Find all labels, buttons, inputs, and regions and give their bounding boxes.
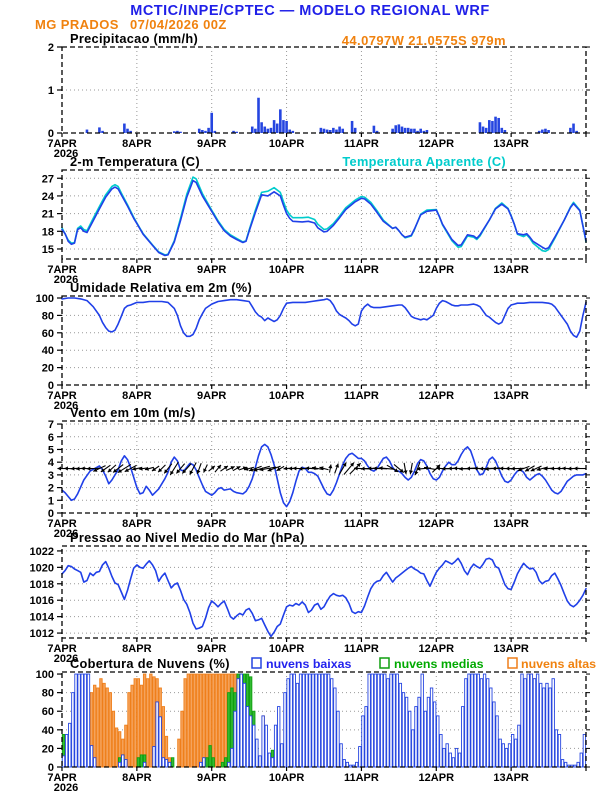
svg-text:13APR: 13APR <box>493 643 529 655</box>
svg-text:1020: 1020 <box>29 562 54 575</box>
pres-frame <box>62 546 586 638</box>
svg-text:13APR: 13APR <box>493 138 529 150</box>
svg-text:0: 0 <box>47 128 54 140</box>
humidity-panel <box>36 293 590 412</box>
svg-text:2026: 2026 <box>53 400 79 412</box>
svg-text:8APR: 8APR <box>122 643 152 655</box>
svg-text:2026: 2026 <box>53 782 79 792</box>
svg-text:8APR: 8APR <box>122 138 152 150</box>
model-title: MCTIC/INPE/CPTEC — MODELO REGIONAL WRF <box>130 3 490 19</box>
svg-text:5: 5 <box>47 444 54 457</box>
svg-text:6: 6 <box>47 431 54 444</box>
cloud-series <box>62 674 585 767</box>
svg-text:12APR: 12APR <box>418 518 455 530</box>
svg-text:7APR: 7APR <box>47 390 77 402</box>
precip-panel-title: Precipitacao (mm/h) <box>70 31 199 46</box>
svg-text:9APR: 9APR <box>197 138 227 150</box>
precip-gridlines <box>62 47 586 133</box>
wind-panel-title: Vento em 10m (m/s) <box>70 405 196 420</box>
temp-panel-title: 2-m Temperatura (C) <box>70 154 200 169</box>
svg-text:4: 4 <box>47 457 54 470</box>
hum-y-axis <box>36 293 590 392</box>
svg-text:7: 7 <box>47 419 54 432</box>
svg-text:9APR: 9APR <box>197 390 227 402</box>
svg-text:7APR: 7APR <box>47 518 77 530</box>
cloud-panel <box>36 669 590 792</box>
svg-text:9APR: 9APR <box>197 643 227 655</box>
svg-text:8APR: 8APR <box>122 518 152 530</box>
cloud-panel-title: Cobertura de Nuvens (%) <box>70 656 230 671</box>
svg-text:10APR: 10APR <box>268 264 305 276</box>
svg-text:60: 60 <box>41 327 54 340</box>
svg-text:1022: 1022 <box>29 545 54 558</box>
svg-text:15: 15 <box>41 243 54 256</box>
mid-cloud-legend-swatch <box>380 658 389 668</box>
mid-cloud-legend-label: nuvens medias <box>394 657 484 671</box>
cloud-x-axis <box>47 767 586 792</box>
svg-text:18: 18 <box>41 226 54 239</box>
svg-text:0: 0 <box>47 508 54 520</box>
svg-text:10APR: 10APR <box>268 518 305 530</box>
svg-text:27: 27 <box>41 173 54 186</box>
svg-text:8APR: 8APR <box>122 264 152 276</box>
temp-gridlines <box>62 170 586 259</box>
svg-text:7APR: 7APR <box>47 772 77 784</box>
svg-text:13APR: 13APR <box>493 772 529 784</box>
pres-series <box>62 558 586 636</box>
svg-text:1: 1 <box>47 495 54 508</box>
pressure-panel-title: Pressao ao Nivel Medio do Mar (hPa) <box>70 530 305 545</box>
wind-gridlines <box>62 421 586 513</box>
temp-panel <box>42 170 590 286</box>
svg-text:40: 40 <box>41 724 54 737</box>
high-cloud-legend-swatch <box>508 658 517 668</box>
svg-text:20: 20 <box>41 362 54 375</box>
svg-text:12APR: 12APR <box>418 264 455 276</box>
svg-text:2: 2 <box>47 482 54 495</box>
svg-text:13APR: 13APR <box>493 264 529 276</box>
precip-y-axis <box>48 42 590 140</box>
svg-text:13APR: 13APR <box>493 518 529 530</box>
svg-text:21: 21 <box>41 208 54 221</box>
station-coordinates: 44.0797W 21.0575S 979m <box>341 33 506 48</box>
svg-text:100: 100 <box>35 293 54 306</box>
run-datetime: 07/04/2026 00Z <box>130 17 227 32</box>
svg-text:2026: 2026 <box>53 274 79 286</box>
svg-text:1018: 1018 <box>29 578 54 591</box>
svg-text:0: 0 <box>47 762 54 774</box>
svg-text:11APR: 11APR <box>343 643 379 655</box>
svg-text:11APR: 11APR <box>343 138 379 150</box>
svg-text:13APR: 13APR <box>493 390 529 402</box>
svg-text:11APR: 11APR <box>343 518 379 530</box>
svg-text:7APR: 7APR <box>47 138 77 150</box>
svg-text:12APR: 12APR <box>418 390 455 402</box>
pres-gridlines <box>62 546 586 638</box>
svg-text:12APR: 12APR <box>418 772 455 784</box>
svg-text:10APR: 10APR <box>268 772 305 784</box>
svg-text:8APR: 8APR <box>122 390 152 402</box>
svg-text:9APR: 9APR <box>197 518 227 530</box>
svg-text:12APR: 12APR <box>418 643 455 655</box>
svg-text:8APR: 8APR <box>122 772 152 784</box>
svg-text:2026: 2026 <box>53 148 79 160</box>
humidity-panel-title: Umidade Relativa em 2m (%) <box>70 280 253 295</box>
temp-series <box>62 177 586 255</box>
svg-text:2026: 2026 <box>53 653 79 665</box>
svg-text:1: 1 <box>47 85 54 97</box>
low-cloud-legend-label: nuvens baixas <box>266 657 352 671</box>
svg-text:20: 20 <box>41 743 54 756</box>
precip-frame <box>62 47 586 133</box>
svg-text:10APR: 10APR <box>268 643 305 655</box>
svg-text:0: 0 <box>47 380 54 392</box>
svg-text:80: 80 <box>41 310 54 323</box>
pressure-panel <box>30 546 590 665</box>
temp-frame <box>62 170 586 259</box>
svg-text:7APR: 7APR <box>47 643 77 655</box>
svg-text:11APR: 11APR <box>343 264 379 276</box>
svg-text:9APR: 9APR <box>197 772 227 784</box>
svg-text:1012: 1012 <box>29 628 54 641</box>
svg-text:12APR: 12APR <box>418 138 455 150</box>
svg-text:1016: 1016 <box>29 595 54 608</box>
precip-panel <box>47 42 590 160</box>
high-cloud-legend-label: nuvens altas <box>521 657 597 671</box>
svg-text:3: 3 <box>47 469 54 482</box>
precip-series <box>86 98 578 133</box>
apparent-temp-legend: Temperatura Aparente (C) <box>342 154 506 169</box>
svg-text:1014: 1014 <box>29 611 54 624</box>
wind-panel <box>47 419 590 540</box>
station-label: MG PRADOS <box>35 17 119 32</box>
hum-series <box>62 298 586 337</box>
svg-text:10APR: 10APR <box>268 390 305 402</box>
svg-text:80: 80 <box>41 687 54 700</box>
svg-text:60: 60 <box>41 706 54 719</box>
wind-frame <box>62 421 586 513</box>
svg-text:2: 2 <box>47 42 54 54</box>
pres-y-axis <box>30 546 590 640</box>
svg-text:40: 40 <box>41 345 54 358</box>
svg-text:24: 24 <box>41 190 54 203</box>
temp-y-axis <box>42 173 590 256</box>
low-cloud-legend-swatch <box>252 658 261 668</box>
svg-text:100: 100 <box>35 669 54 682</box>
svg-text:11APR: 11APR <box>343 772 379 784</box>
svg-text:11APR: 11APR <box>343 390 379 402</box>
svg-text:10APR: 10APR <box>268 138 305 150</box>
svg-text:9APR: 9APR <box>197 264 227 276</box>
svg-text:2026: 2026 <box>53 528 79 540</box>
svg-text:7APR: 7APR <box>47 264 77 276</box>
